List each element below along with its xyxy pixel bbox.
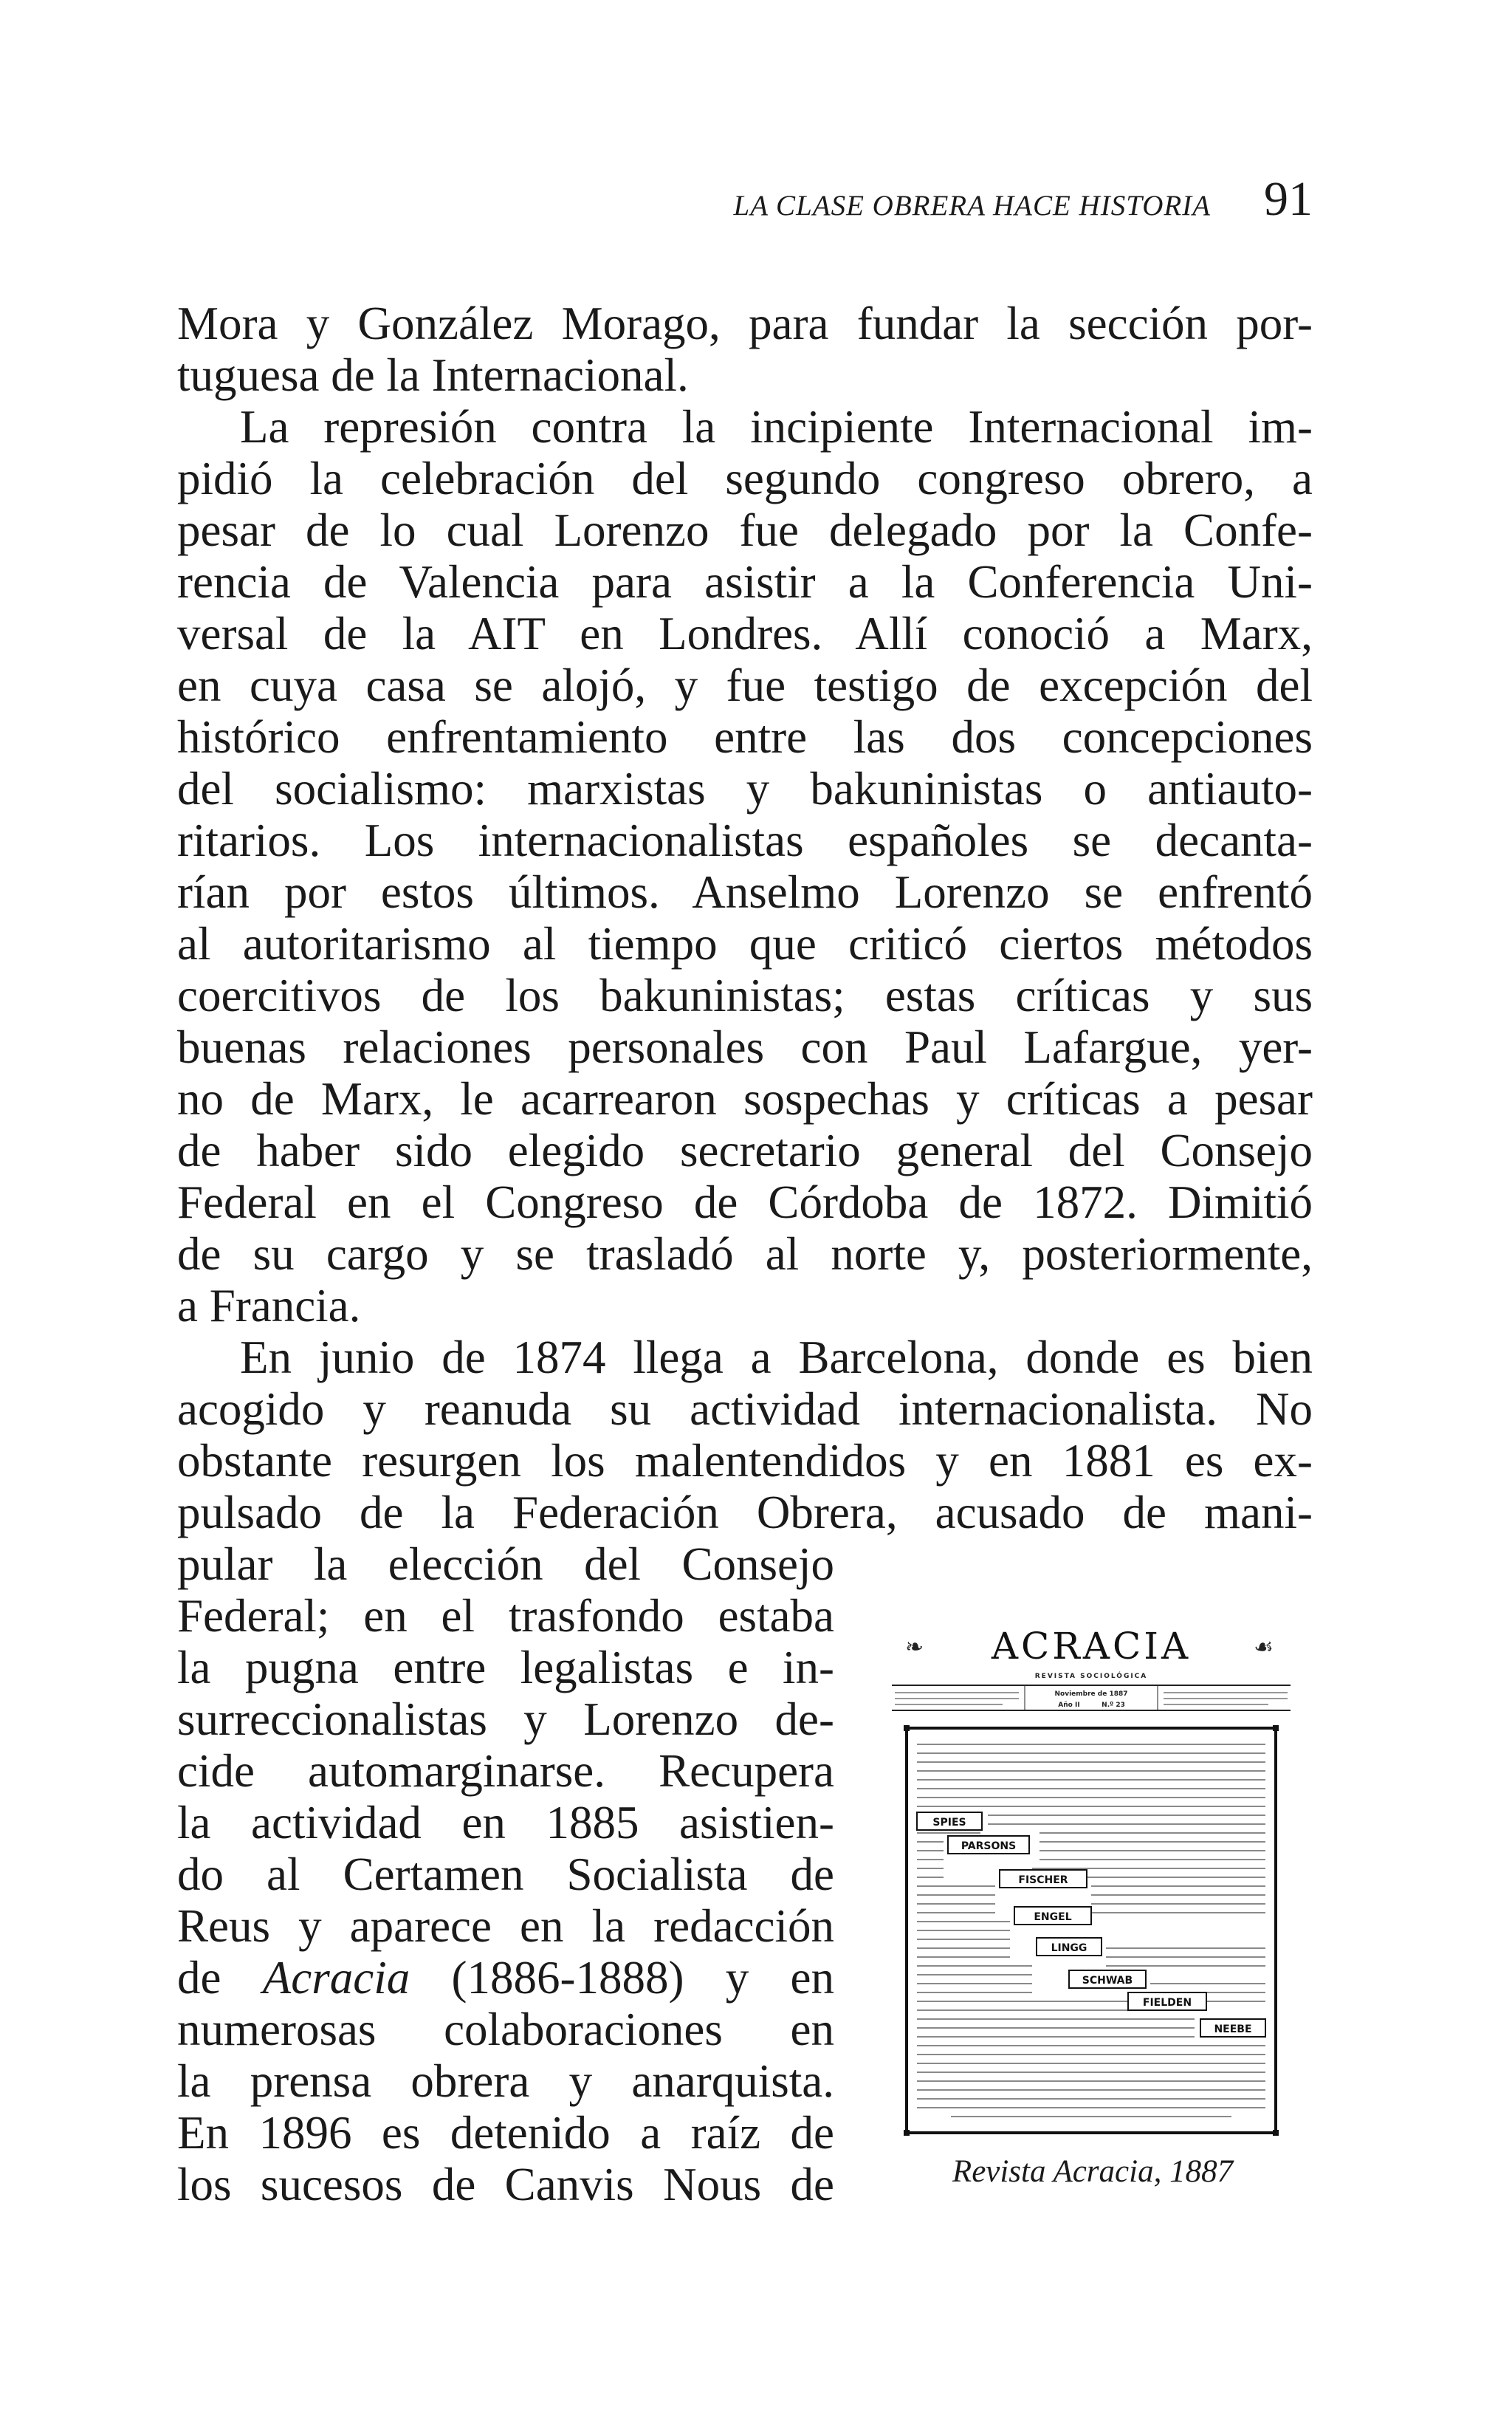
body-line-acracia: de Acracia (1886-1888) y en: [177, 1952, 834, 2004]
body-line: Federal; en el trasfondo estaba: [177, 1590, 834, 1642]
body-line: pidió la celebración del segundo congreso obrero, a: [177, 453, 1313, 504]
issue-number: N.º 23: [1102, 1702, 1125, 1709]
running-title: LA CLASE OBRERA HACE HISTORIA: [733, 190, 1211, 222]
name-box-parsons: PARSONS: [961, 1840, 1017, 1852]
page-number: 91: [1264, 172, 1313, 226]
body-line: numerosas colaboraciones en: [177, 2004, 834, 2055]
body-line: la prensa obrera y anarquista.: [177, 2055, 834, 2107]
body-line: do al Certamen Socialista de: [177, 1848, 834, 1900]
name-box-fielden: FIELDEN: [1142, 1997, 1192, 2009]
body-line: versal de la AIT en Londres. Allí conoció a Marx,: [177, 608, 1313, 659]
body-line: En 1896 es detenido a raíz de: [177, 2107, 834, 2159]
body-line: Federal en el Congreso de Córdoba de 1872. Dimitió: [177, 1176, 1313, 1228]
body-line: surreccionalistas y Lorenzo de-: [177, 1693, 834, 1745]
body-line: la actividad en 1885 asistien-: [177, 1797, 834, 1848]
running-head: [177, 171, 1313, 230]
name-box-spies: SPIES: [932, 1817, 966, 1829]
body-line: rencia de Valencia para asistir a la Conferencia Uni-: [177, 556, 1313, 608]
body-line: histórico enfrentamiento entre las dos concepciones: [177, 711, 1313, 763]
body-line: tuguesa de la Internacional.: [177, 349, 689, 401]
name-box-fischer: FISCHER: [1018, 1874, 1068, 1886]
italic-title: Acracia: [262, 1952, 410, 2004]
body-line: pular la elección del Consejo: [177, 1538, 834, 1590]
body-line: Reus y aparece en la redacción: [177, 1900, 834, 1952]
body-line: coercitivos de los bakuninistas; estas críticas y sus: [177, 970, 1313, 1021]
name-box-engel: ENGEL: [1034, 1911, 1072, 1923]
body-line: la pugna entre legalistas e in-: [177, 1642, 834, 1693]
masthead-subtitle: REVISTA SOCIOLÓGICA: [1034, 1673, 1148, 1680]
ornament-left-icon: ❧: [905, 1634, 924, 1660]
ornament-right-icon: ☙: [1254, 1634, 1274, 1660]
masthead: ACRACIA: [991, 1625, 1192, 1668]
body-line: de su cargo y se trasladó al norte y, posteriormente,: [177, 1228, 1313, 1280]
name-box-schwab: SCHWAB: [1082, 1975, 1133, 1987]
name-box-neebe: NEEBE: [1214, 2024, 1252, 2035]
issue-year: Año II: [1058, 1702, 1080, 1709]
body-line: pesar de lo cual Lorenzo fue delegado por la Confe-: [177, 504, 1313, 556]
body-line: ritarios. Los internacionalistas españoles se decanta-: [177, 815, 1313, 866]
name-box-lingg: LINGG: [1051, 1942, 1087, 1954]
body-line: obstante resurgen los malentendidos y en 1881 es ex-: [177, 1435, 1313, 1487]
body-line: a Francia.: [177, 1280, 361, 1332]
body-line: Mora y González Morago, para fundar la sección por-: [177, 298, 1313, 349]
body-line: cide automarginarse. Recupera: [177, 1745, 834, 1797]
newspaper-figure: [884, 1619, 1298, 2139]
issue-date: Noviembre de 1887: [1054, 1690, 1128, 1698]
body-line: no de Marx, le acarrearon sospechas y críticas a pesar: [177, 1073, 1313, 1125]
body-line: En junio de 1874 llega a Barcelona, donde es bien: [240, 1332, 1313, 1383]
body-line: buenas relaciones personales con Paul Lafargue, yer-: [177, 1021, 1313, 1073]
body-line: del socialismo: marxistas y bakuninistas o antiauto-: [177, 763, 1313, 815]
figure-caption: Revista Acracia, 1887: [952, 2154, 1234, 2189]
body-line: acogido y reanuda su actividad internacionalista. No: [177, 1383, 1313, 1435]
body-line: La represión contra la incipiente Internacional im-: [240, 401, 1313, 453]
body-line: de haber sido elegido secretario general del Consejo: [177, 1125, 1313, 1176]
acracia-clipping-image: [884, 1619, 1298, 2139]
body-line: pulsado de la Federación Obrera, acusado de mani-: [177, 1487, 1313, 1538]
body-line: al autoritarismo al tiempo que criticó ciertos métodos: [177, 918, 1313, 970]
body-line: los sucesos de Canvis Nous de: [177, 2159, 834, 2210]
body-line: rían por estos últimos. Anselmo Lorenzo se enfrentó: [177, 866, 1313, 918]
body-line: en cuya casa se alojó, y fue testigo de excepción del: [177, 659, 1313, 711]
